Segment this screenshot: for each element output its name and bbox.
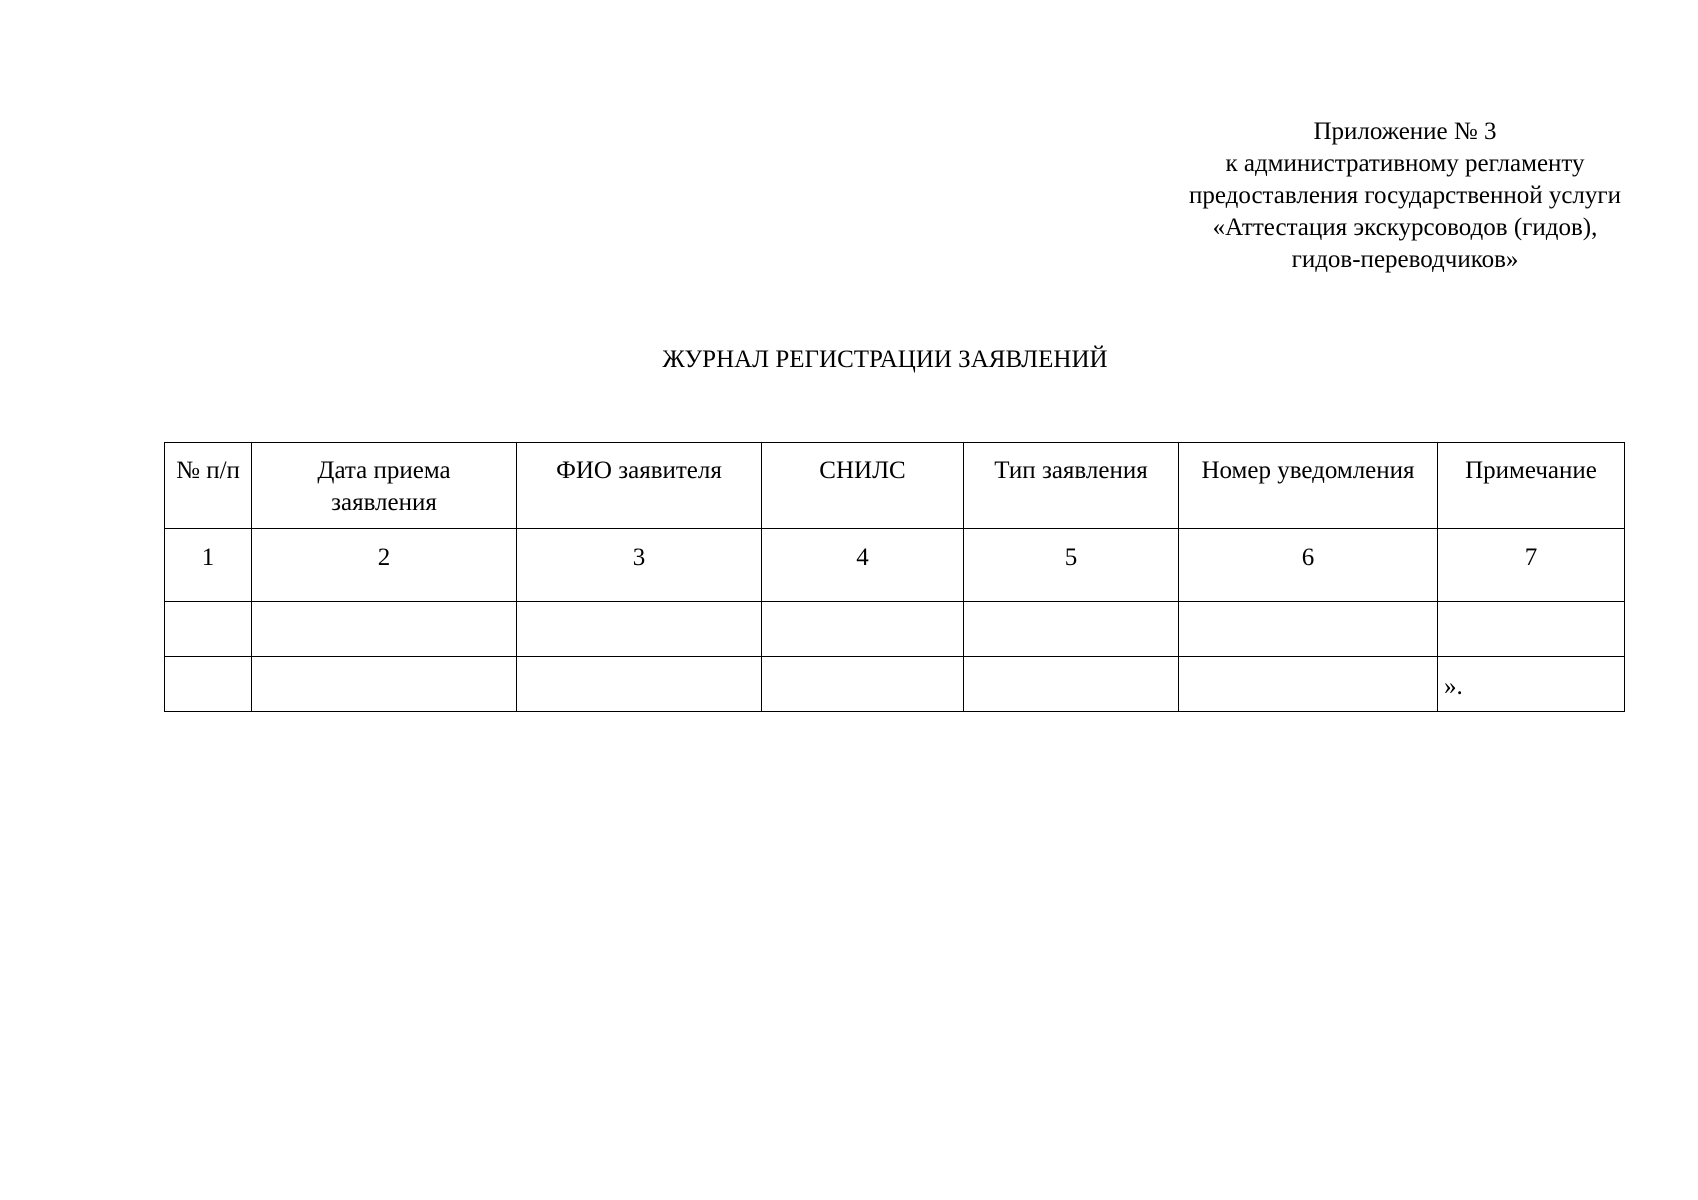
- header-number: № п/п: [165, 443, 252, 529]
- table-row: [165, 657, 1625, 712]
- registration-journal-table: [164, 442, 1625, 712]
- table-cell: [517, 657, 762, 712]
- table-cell: [1179, 602, 1438, 657]
- appendix-block: [1145, 116, 1665, 276]
- appendix-line-3: предоставления государственной услуги: [1188, 182, 1622, 209]
- table-cell: [252, 657, 517, 712]
- header-applicant-name: ФИО заявителя: [517, 443, 762, 529]
- header-date: [252, 443, 517, 529]
- table-cell: [762, 657, 964, 712]
- column-number-cell: 6: [1179, 529, 1438, 602]
- table-cell: [762, 602, 964, 657]
- table-cell: [252, 602, 517, 657]
- column-number-cell: 3: [517, 529, 762, 602]
- appendix-line-5: гидов-переводчиков»: [1291, 246, 1519, 273]
- appendix-line-4: «Аттестация экскурсоводов (гидов),: [1212, 214, 1598, 241]
- header-date-line-1: Дата приема: [317, 457, 451, 484]
- header-snils: СНИЛС: [762, 443, 964, 529]
- appendix-line-2: к административному регламенту: [1225, 150, 1585, 177]
- table-cell: [964, 657, 1179, 712]
- header-application-type: Тип заявления: [964, 443, 1179, 529]
- document-title: ЖУРНАЛ РЕГИСТРАЦИИ ЗАЯВЛЕНИЙ: [662, 346, 1108, 373]
- table-cell: [165, 657, 252, 712]
- column-number-cell: 7: [1438, 529, 1625, 602]
- header-date-line-2: заявления: [331, 489, 437, 516]
- table-cell: [1179, 657, 1438, 712]
- table-row: [165, 602, 1625, 657]
- column-number-cell: 5: [964, 529, 1179, 602]
- column-number-cell: 4: [762, 529, 964, 602]
- header-notice-number: Номер уведомления: [1179, 443, 1438, 529]
- column-number-cell: 2: [252, 529, 517, 602]
- table-header-row: [165, 443, 1625, 529]
- appendix-line-1: Приложение № 3: [1313, 118, 1497, 145]
- table-cell: [1438, 602, 1625, 657]
- table-cell: [964, 602, 1179, 657]
- table-cell: [165, 602, 252, 657]
- closing-quote-text: ».: [1438, 657, 1625, 712]
- column-number-cell: 1: [165, 529, 252, 602]
- table-cell: [517, 602, 762, 657]
- header-note: Примечание: [1438, 443, 1625, 529]
- column-number-row: [165, 529, 1625, 602]
